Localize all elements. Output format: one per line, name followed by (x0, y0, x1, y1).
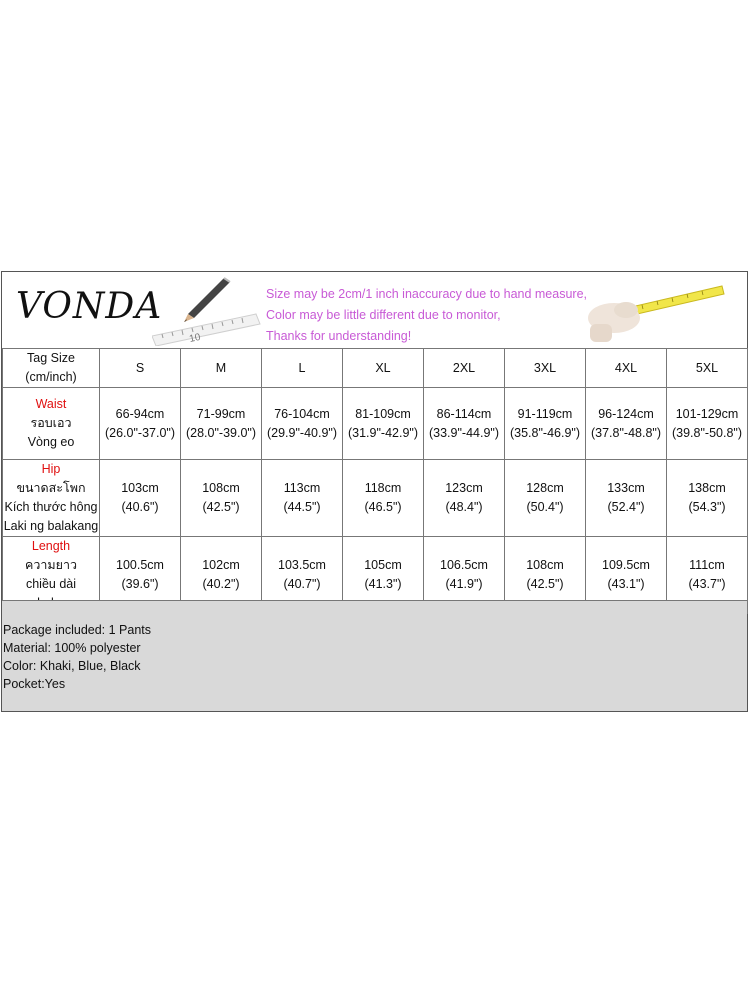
note-line: Size may be 2cm/1 inch inaccuracy due to hand measure, (266, 287, 588, 301)
table-cell: 81-109cm (31.9"-42.9") (343, 388, 424, 460)
table-cell: 111cm (43.7") (667, 537, 748, 614)
size-header: 3XL (505, 349, 586, 388)
size-header-row (3, 349, 748, 388)
size-header: L (262, 349, 343, 388)
table-cell: 108cm (42.5") (505, 537, 586, 614)
table-cell: 108cm (42.5") (181, 460, 262, 537)
table-cell: 118cm (46.5") (343, 460, 424, 537)
size-header: XL (343, 349, 424, 388)
table-cell: 123cm (48.4") (424, 460, 505, 537)
hip-label: Hip ขนาดสะโพก Kích thước hông Laki ng balakang (3, 460, 100, 537)
size-header: 4XL (586, 349, 667, 388)
note-line: Color may be little different due to monitor, (266, 308, 501, 322)
waist-row (3, 388, 748, 460)
table-cell: 71-99cm (28.0"-39.0") (181, 388, 262, 460)
table-cell: 100.5cm (39.6") (100, 537, 181, 614)
measurement-notes (266, 284, 587, 347)
package-line: Material: 100% polyester (3, 641, 141, 655)
tag-size-label: Tag Size (cm/inch) (3, 349, 100, 388)
size-header: M (181, 349, 262, 388)
ruler-mark: 10 (188, 331, 202, 345)
length-label: Length ความยาว chiều dài (3, 537, 100, 614)
table-cell: 109.5cm (43.1") (586, 537, 667, 614)
table-cell: 138cm (54.3") (667, 460, 748, 537)
hip-row (3, 460, 748, 537)
table-cell: 106.5cm (41.9") (424, 537, 505, 614)
table-cell: 86-114cm (33.9"-44.9") (424, 388, 505, 460)
size-header: 2XL (424, 349, 505, 388)
size-table (2, 348, 748, 614)
pencil-ruler-icon (152, 274, 262, 346)
table-cell: 113cm (44.5") (262, 460, 343, 537)
measuring-tape-hand-icon (572, 274, 742, 346)
table-cell: 102cm (40.2") (181, 537, 262, 614)
table-cell: 103.5cm (40.7") (262, 537, 343, 614)
size-header: 5XL (667, 349, 748, 388)
table-cell: 103cm (40.6") (100, 460, 181, 537)
package-line: Color: Khaki, Blue, Black (3, 659, 141, 673)
table-cell: 91-119cm (35.8"-46.9") (505, 388, 586, 460)
banner (2, 272, 747, 349)
package-info (2, 600, 747, 711)
brand-logo: VONDA (16, 286, 163, 327)
table-cell: 96-124cm (37.8"-48.8") (586, 388, 667, 460)
table-cell: 66-94cm (26.0"-37.0") (100, 388, 181, 460)
table-cell: 128cm (50.4") (505, 460, 586, 537)
table-cell: 76-104cm (29.9"-40.9") (262, 388, 343, 460)
waist-label: Waist รอบเอว Vòng eo (3, 388, 100, 460)
size-chart (1, 271, 748, 712)
note-line: Thanks for understanding! (266, 329, 412, 343)
table-cell: 133cm (52.4") (586, 460, 667, 537)
size-header: S (100, 349, 181, 388)
package-line: Package included: 1 Pants (3, 623, 152, 637)
table-cell: 101-129cm (39.8"-50.8") (667, 388, 748, 460)
table-cell: 105cm (41.3") (343, 537, 424, 614)
package-line: Pocket:Yes (3, 677, 66, 691)
